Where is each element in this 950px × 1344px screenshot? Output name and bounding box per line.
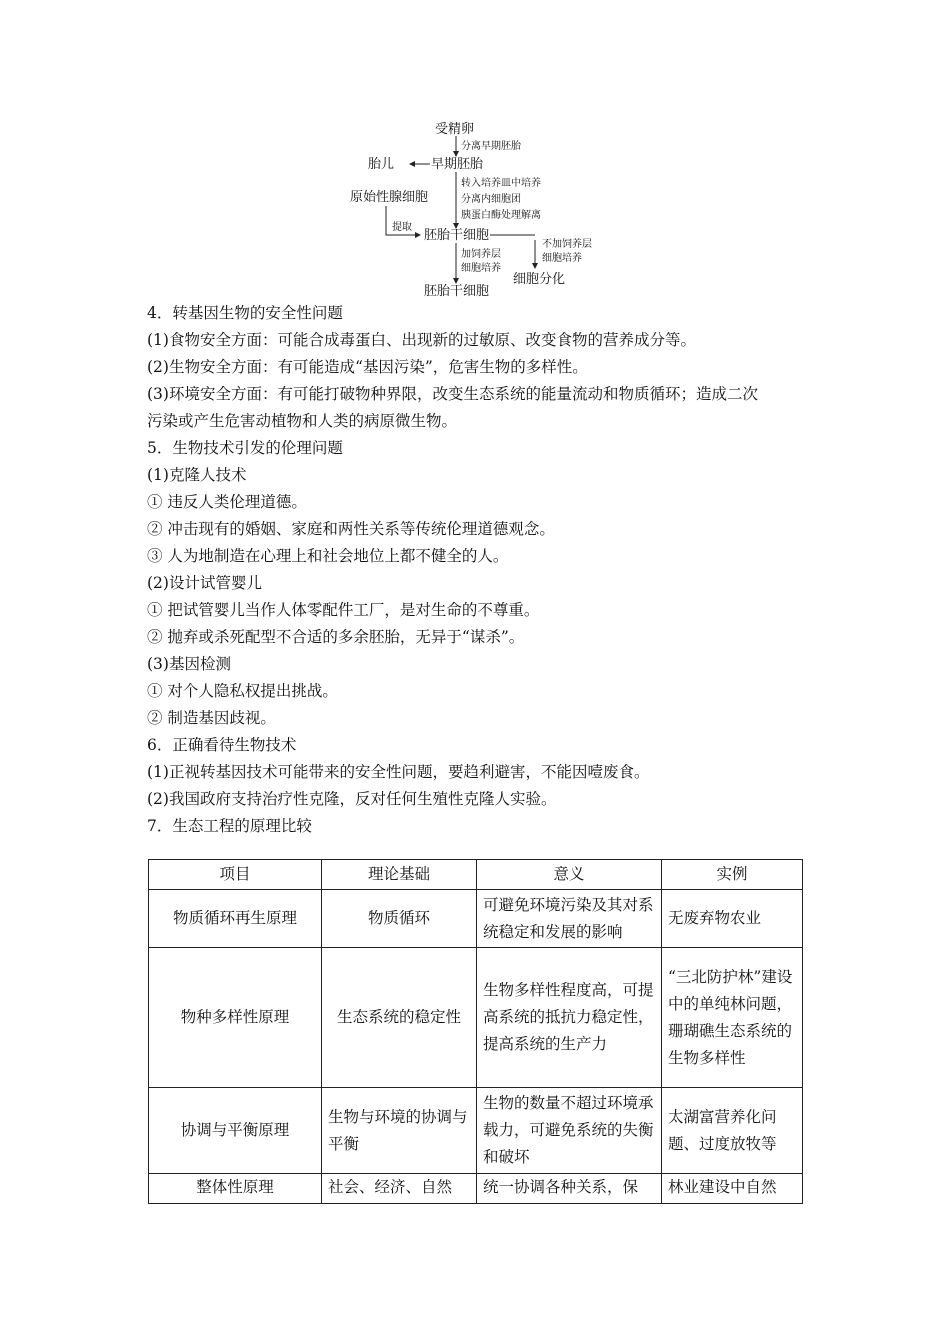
text-line: 污染或产生危害动植物和人类的病原微生物。 [147, 412, 458, 430]
table-cell: 统一协调各种关系，保 [477, 1174, 662, 1204]
primordial-gonad-cells-node: 原始性腺细胞 [350, 190, 429, 205]
fetus-node: 胎儿 [368, 157, 395, 172]
table-cell: 生物多样性程度高，可提高系统的抵抗力稳定性，提高系统的生产力 [477, 948, 662, 1088]
extract-label: 提取 [392, 222, 412, 233]
header-cell: 理论基础 [322, 860, 477, 890]
table-cell: 太湖富营养化问题、过度放牧等 [662, 1088, 803, 1174]
text-line: (1)正视转基因技术可能带来的安全性问题，要趋利避害，不能因噎废食。 [147, 763, 650, 781]
table-cell: 物质循环再生原理 [149, 890, 322, 948]
text-line: ② 制造基因歧视。 [147, 709, 276, 727]
separate-early-embryo-label: 分离早期胚胎 [461, 141, 521, 152]
document-body [147, 300, 807, 840]
culture-step-2-label: 分离内细胞团 [461, 194, 521, 205]
text-line: (2)生物安全方面：有可能造成“基因污染”，危害生物的多样性。 [147, 358, 588, 376]
culture-step-1-label: 转入培养皿中培养 [461, 178, 541, 189]
table-cell: 无废弃物农业 [662, 890, 803, 948]
embryonic-stem-cells-node: 胚胎干细胞 [424, 228, 490, 243]
early-embryo-node: 早期胚胎 [431, 157, 484, 172]
text-line: (3)环境安全方面：有可能打破物种界限，改变生态系统的能量流动和物质循环；造成二次 [147, 385, 758, 403]
with-feeder-label-2: 细胞培养 [461, 263, 501, 274]
text-line: ② 冲击现有的婚姻、家庭和两性关系等传统伦理道德观念。 [147, 520, 555, 538]
table-row [149, 1088, 803, 1174]
table-cell: 物种多样性原理 [149, 948, 322, 1088]
table-cell: 可避免环境污染及其对系统稳定和发展的影响 [477, 890, 662, 948]
text-line: ② 抛弃或杀死配型不合适的多余胚胎，无异于“谋杀”。 [147, 628, 525, 646]
text-line: ① 对个人隐私权提出挑战。 [147, 682, 338, 700]
table-cell: “三北防护林”建设中的单纯林问题，珊瑚礁生态系统的生物多样性 [662, 948, 803, 1088]
table-row [149, 1174, 803, 1204]
heading-correct-view: 6．正确看待生物技术 [147, 736, 297, 754]
table-cell: 协调与平衡原理 [149, 1088, 322, 1174]
cell-differentiation-node: 细胞分化 [513, 272, 566, 287]
header-cell: 实例 [662, 860, 803, 890]
without-feeder-label-2: 细胞培养 [542, 253, 582, 264]
table-cell: 生态系统的稳定性 [322, 948, 477, 1088]
embryonic-stem-cells-result-node: 胚胎干细胞 [424, 284, 490, 299]
heading-ethics: 5．生物技术引发的伦理问题 [147, 439, 343, 457]
table-cell: 社会、经济、自然 [322, 1174, 477, 1204]
ecological-principles-table [148, 859, 803, 1204]
heading-ecological-principles: 7．生态工程的原理比较 [147, 817, 312, 835]
embryonic-stem-cell-flow-diagram [330, 118, 620, 300]
text-line: (1)食物安全方面：可能合成毒蛋白、出现新的过敏原、改变食物的营养成分等。 [147, 331, 696, 349]
table-header-row [149, 860, 803, 890]
heading-transgenic-safety: 4．转基因生物的安全性问题 [147, 304, 343, 322]
header-cell: 意义 [477, 860, 662, 890]
text-line: ① 把试管婴儿当作人体零配件工厂，是对生命的不尊重。 [147, 601, 540, 619]
table-cell: 生物的数量不超过环境承载力，可避免系统的失衡和破坏 [477, 1088, 662, 1174]
text-line: (2)设计试管婴儿 [147, 574, 262, 592]
text-line: (3)基因检测 [147, 655, 231, 673]
without-feeder-label-1: 不加饲养层 [542, 239, 592, 250]
text-line: ① 违反人类伦理道德。 [147, 493, 307, 511]
table-cell: 整体性原理 [149, 1174, 322, 1204]
table-row [149, 948, 803, 1088]
text-line: (2)我国政府支持治疗性克隆，反对任何生殖性克隆人实验。 [147, 790, 557, 808]
with-feeder-label-1: 加饲养层 [461, 249, 501, 260]
table-cell: 物质循环 [322, 890, 477, 948]
table-row [149, 890, 803, 948]
culture-step-3-label: 胰蛋白酶处理解离 [461, 210, 541, 221]
text-line: (1)克隆人技术 [147, 466, 247, 484]
table-cell: 生物与环境的协调与平衡 [322, 1088, 477, 1174]
text-line: ③ 人为地制造在心理上和社会地位上都不健全的人。 [147, 547, 509, 565]
table-cell: 林业建设中自然 [662, 1174, 803, 1204]
fertilized-egg-node: 受精卵 [435, 122, 475, 137]
header-cell: 项目 [149, 860, 322, 890]
